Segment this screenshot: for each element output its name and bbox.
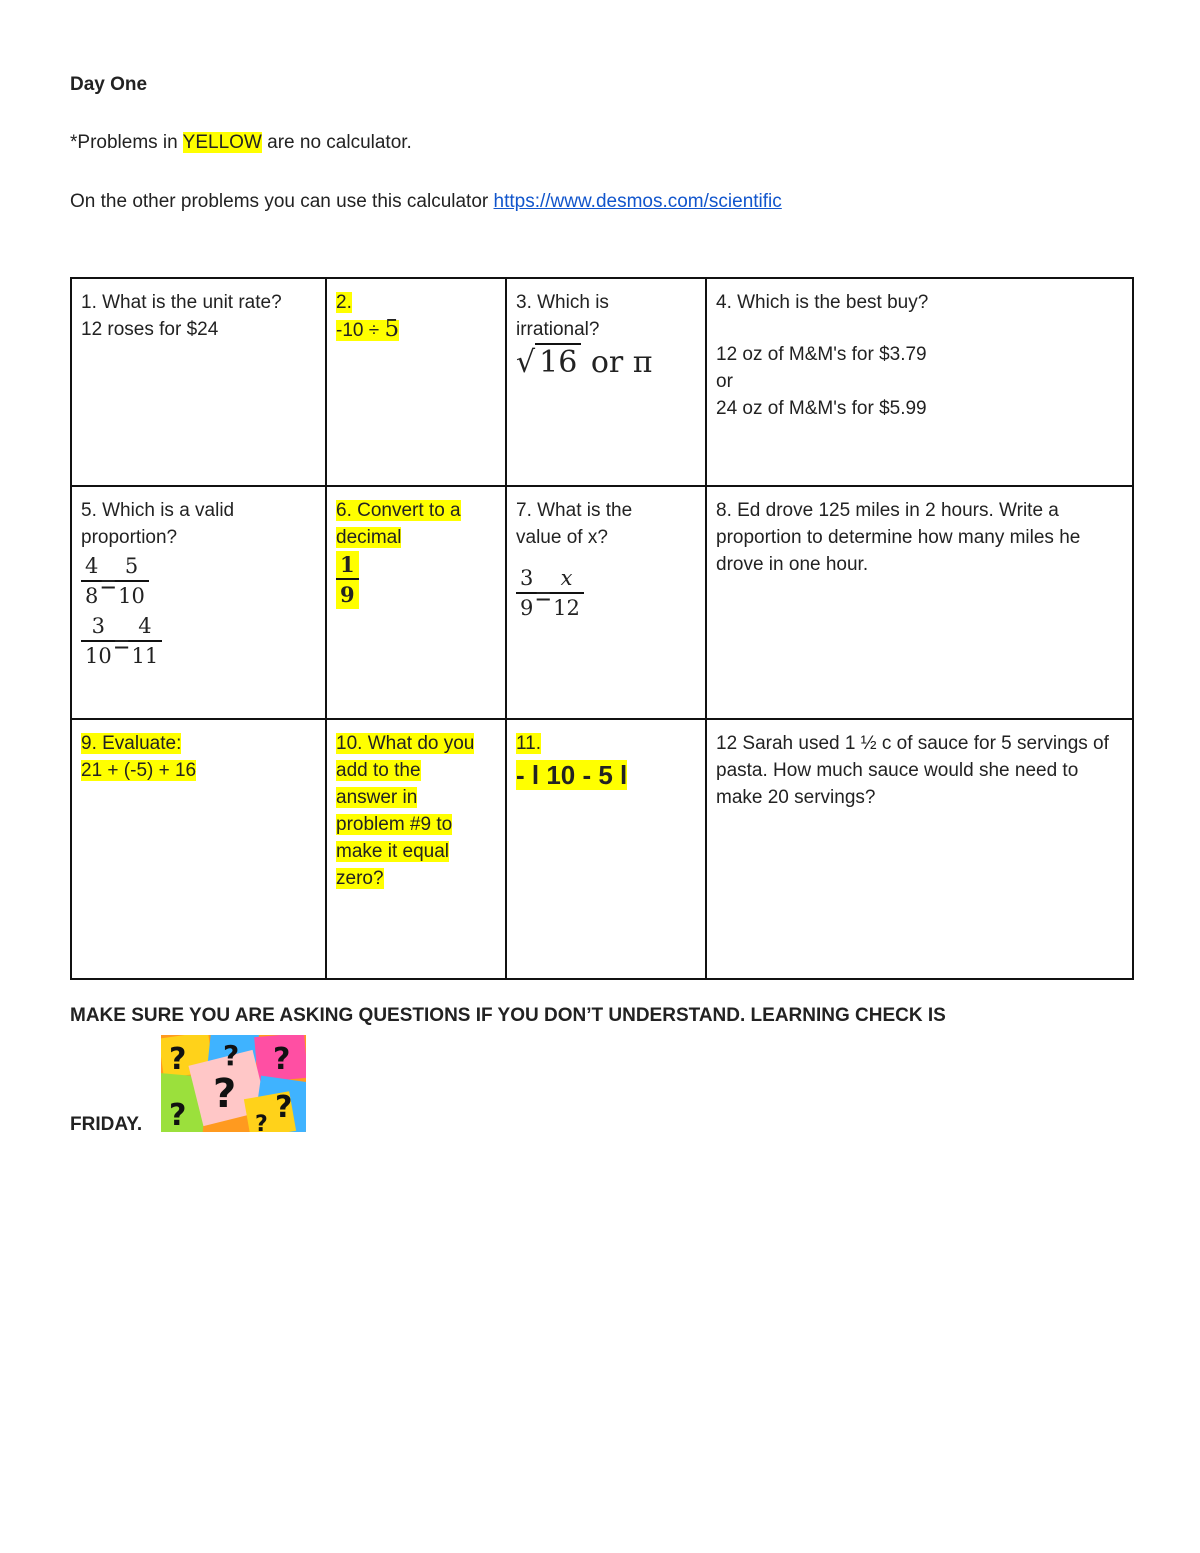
problem-3-question-cont: irrational? — [516, 319, 600, 340]
problem-10-line: 10. What do you — [336, 733, 475, 754]
question-mark-icon: ? — [169, 1042, 187, 1077]
problem-1-question: 1. What is the unit rate? — [81, 292, 282, 313]
footer-day: FRIDAY. — [70, 1114, 143, 1135]
numerator: 4 — [138, 614, 152, 638]
note-highlight: YELLOW — [182, 132, 262, 153]
numerator: 1 — [340, 552, 355, 577]
question-mark-icon: ? — [275, 1090, 293, 1125]
problem-4-option-b: 24 oz of M&M's for $5.99 — [716, 398, 927, 419]
problem-10-line: add to the — [336, 760, 421, 781]
denominator: 11 — [128, 640, 163, 671]
problem-table — [70, 277, 1134, 980]
problem-6 — [326, 486, 506, 719]
table-row — [71, 719, 1133, 979]
problem-9 — [71, 719, 326, 979]
question-mark-icon: ? — [213, 1071, 237, 1117]
fraction — [81, 613, 116, 671]
problem-9-expression: 21 + (-5) + 16 — [81, 760, 197, 781]
numerator: 3 — [91, 614, 106, 638]
problem-4 — [706, 278, 1133, 486]
problem-11 — [506, 719, 706, 979]
problem-10 — [326, 719, 506, 979]
problem-1-detail: 12 roses for $24 — [81, 319, 219, 340]
question-mark-icon: ? — [255, 1112, 268, 1132]
problem-11-expression: - l 10 - 5 l — [516, 760, 628, 790]
question-mark-icon: ? — [169, 1098, 187, 1132]
problem-4-or: or — [716, 371, 733, 392]
problem-8-question: 8. Ed drove 125 miles in 2 hours. Write a proportion to determine how many miles he drove in one hour. — [716, 500, 1081, 575]
fraction — [549, 565, 584, 623]
problem-12-question: 12 Sarah used 1 ½ c of sauce for 5 servings of pasta. How much sauce would she need to make 20 servings? — [716, 733, 1109, 808]
problem-2 — [326, 278, 506, 486]
fraction — [114, 553, 149, 611]
calculator-line-text: On the other problems you can use this calculator — [70, 191, 494, 212]
problem-2-expr-right: 5 — [384, 316, 400, 342]
problem-4-question: 4. Which is the best buy? — [716, 292, 929, 313]
problem-2-expr-left: -10 ÷ — [336, 320, 385, 341]
problem-3-expression — [516, 345, 653, 380]
problem-5-question: 5. Which is a valid — [81, 500, 235, 521]
calculator-line — [70, 191, 782, 213]
problem-7-question-cont: value of x? — [516, 527, 608, 548]
numerator: 5 — [124, 554, 139, 578]
problem-2-number: 2. — [336, 292, 352, 313]
denominator: 8 — [81, 580, 102, 611]
sqrt-icon: √ — [516, 345, 536, 380]
problem-6-question: 6. Convert to a — [336, 500, 461, 521]
problem-9-question: 9. Evaluate: — [81, 733, 182, 754]
numerator: 3 — [520, 566, 534, 590]
table-row — [71, 486, 1133, 719]
problem-3-question: 3. Which is — [516, 292, 609, 313]
problem-12 — [706, 719, 1133, 979]
problem-5-question-cont: proportion? — [81, 527, 178, 548]
note-prefix: *Problems in — [70, 132, 183, 153]
problem-3 — [506, 278, 706, 486]
proportion-b — [81, 613, 316, 671]
numerator: x — [560, 566, 573, 590]
problem-6-question-cont: decimal — [336, 527, 402, 548]
problem-2-expression — [336, 316, 400, 342]
fraction — [516, 565, 537, 623]
question-mark-icon: ? — [273, 1042, 291, 1077]
fraction — [128, 613, 163, 671]
denominator: 9 — [336, 578, 359, 609]
fraction — [81, 553, 102, 611]
denominator: 10 — [81, 640, 116, 671]
problem-10-line: zero? — [336, 868, 384, 889]
proportion-a — [81, 553, 316, 611]
footer-reminder: MAKE SURE YOU ARE ASKING QUESTIONS IF YOU DON’T UNDERSTAND. LEARNING CHECK IS — [70, 1005, 946, 1026]
page-title: Day One — [70, 74, 148, 95]
problem-5 — [71, 486, 326, 719]
table-row — [71, 278, 1133, 486]
desmos-link[interactable]: https://www.desmos.com/scientific — [493, 191, 782, 212]
problem-7-question: 7. What is the — [516, 500, 633, 521]
denominator: 10 — [114, 580, 149, 611]
problem-7-equation — [516, 565, 696, 623]
numerator: 4 — [85, 554, 99, 578]
problem-4-option-a: 12 oz of M&M's for $3.79 — [716, 344, 927, 365]
note-suffix: are no calculator. — [261, 132, 412, 153]
problem-3-or-pi: or π — [581, 345, 653, 380]
equals-sign: = — [535, 580, 552, 611]
calculator-note — [70, 132, 412, 154]
problem-7 — [506, 486, 706, 719]
question-mark-icon: ? — [223, 1039, 240, 1072]
problem-10-line: problem #9 to — [336, 814, 453, 835]
problem-3-radicand: 16 — [535, 343, 581, 380]
equals-sign: = — [113, 628, 130, 659]
problem-10-line: make it equal — [336, 841, 450, 862]
denominator: 9 — [516, 592, 537, 623]
question-marks-image — [161, 1035, 306, 1132]
problem-11-number: 11. — [516, 733, 542, 754]
problem-6-fraction — [336, 551, 359, 609]
equals-sign: = — [100, 568, 117, 599]
denominator: 12 — [549, 592, 584, 623]
problem-10-line: answer in — [336, 787, 418, 808]
problem-8 — [706, 486, 1133, 719]
problem-1 — [71, 278, 326, 486]
